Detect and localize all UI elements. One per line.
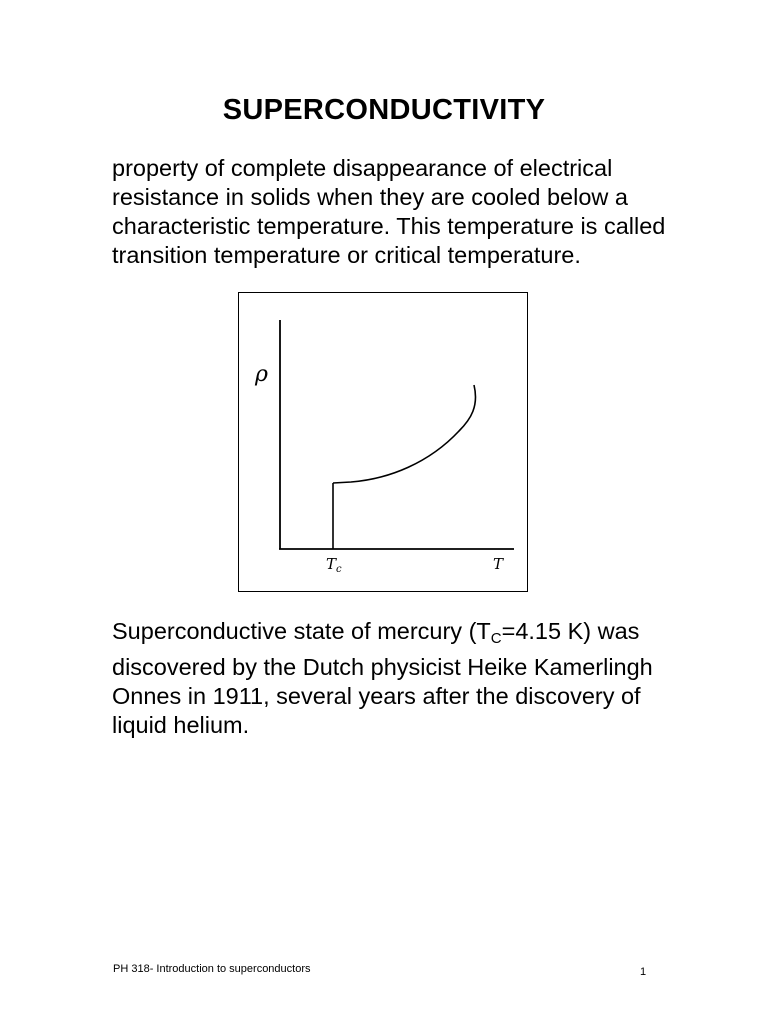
tc-subscript: C xyxy=(490,630,502,647)
normal-state-curve xyxy=(333,385,476,483)
footer-course: PH 318- Introduction to superconductors xyxy=(113,963,311,975)
discovery-text: =4.15 K) was xyxy=(501,618,640,644)
intro-line: property of complete disappearance of electrical xyxy=(112,155,613,181)
tc-label xyxy=(326,555,342,575)
discovery-text: Superconductive state of mercury (T xyxy=(112,618,491,644)
page-number: 1 xyxy=(640,966,647,978)
intro-line: characteristic temperature. This temperature is called xyxy=(112,213,666,239)
intro-line: transition temperature or critical temperature. xyxy=(112,242,581,268)
y-axis-label: ρ xyxy=(255,362,268,387)
intro-line: resistance in solids when they are cooled below a xyxy=(112,184,628,210)
discovery-line: Onnes in 1911, several years after the discovery of xyxy=(112,683,641,709)
discovery-line: liquid helium. xyxy=(112,712,250,738)
tc-label-sub: c xyxy=(336,564,342,575)
resistivity-plot xyxy=(239,293,529,593)
intro-paragraph xyxy=(112,154,672,270)
discovery-line xyxy=(112,617,672,653)
discovery-paragraph xyxy=(112,617,672,740)
x-axis-label: T xyxy=(493,555,504,573)
tc-label-main: T xyxy=(326,555,337,573)
discovery-line: discovered by the Dutch physicist Heike Kamerlingh xyxy=(112,654,653,680)
resistivity-figure xyxy=(238,292,528,592)
page-title: SUPERCONDUCTIVITY xyxy=(222,94,546,126)
